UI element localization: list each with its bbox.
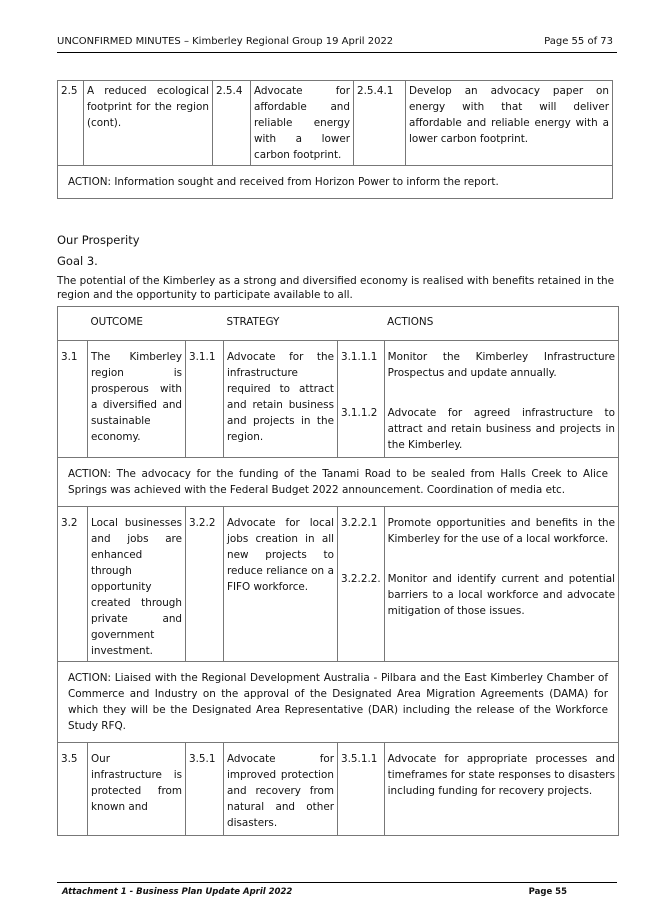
- footer-attachment-label: Attachment 1 - Business Plan Update April 2022: [62, 887, 293, 897]
- action-text: Monitor and identify current and potential barriers to a local workforce and advocate mitigation of those issues.: [387, 573, 615, 617]
- action-note: ACTION: Liaised with the Regional Development Australia - Pilbara and the East Kimberley Chamber of Commerce and Industry on the approval of the Designated Area Migration Agreements (DAMA) for which they will be the Designated Area Representative (DAR) including the release of the Workforce Study RFQ.: [58, 662, 619, 743]
- table-row: [58, 743, 619, 836]
- action-text: Advocate for appropriate processes and timeframes for state responses to disasters including funding for recovery projects.: [384, 743, 618, 836]
- strategy-number: 3.1.1: [186, 341, 224, 458]
- action-number: 3.2.2.2.: [341, 573, 381, 585]
- action-text: Promote opportunities and benefits in the Kimberley for the use of a local workforce.: [387, 517, 615, 545]
- action-note-row: [58, 458, 619, 507]
- action-text: Advocate for agreed infrastructure to attract and retain business and projects in the Kimberley.: [387, 407, 615, 451]
- header-page-number: Page 55 of 73: [544, 36, 613, 47]
- outcome-cell: A reduced ecological footprint for the region (cont).: [84, 81, 213, 166]
- action-number: 3.5.1.1: [338, 743, 385, 836]
- table-row: [58, 341, 619, 458]
- outcome-cell: Local businesses and jobs are enhanced through opportunity created through private and government investment.: [88, 507, 186, 662]
- action-number: 2.5.4.1: [354, 81, 406, 166]
- action-number: 3.1.1.2: [341, 407, 378, 419]
- continued-table: [57, 80, 613, 199]
- page-footer: [62, 887, 567, 897]
- page-header: [57, 36, 613, 47]
- action-note-row: [58, 662, 619, 743]
- action-note: ACTION: The advocacy for the funding of the Tanami Road to be sealed from Halls Creek to Alice Springs was achieved with the Federal Budget 2022 announcement. Coordination of media etc.: [58, 458, 619, 507]
- footer-rule: [57, 882, 617, 883]
- footer-page-number: Page 55: [528, 887, 567, 897]
- strategy-number: 3.2.2: [186, 507, 224, 662]
- header-outcome: OUTCOME: [88, 307, 186, 341]
- actions-cell: [384, 341, 618, 458]
- outcome-cell: Our infrastructure is protected from known and: [88, 743, 186, 836]
- table-row: [58, 81, 613, 166]
- strategy-cell: Advocate for the infrastructure required to attract and retain business and projects in the region.: [224, 341, 338, 458]
- header-rule: [57, 52, 617, 53]
- table-header-row: [58, 307, 619, 341]
- strategy-number: 2.5.4: [213, 81, 251, 166]
- actions-cell: [384, 507, 618, 662]
- strategy-number: 3.5.1: [186, 743, 224, 836]
- row-number: 3.1: [58, 341, 88, 458]
- action-number-cell: [338, 507, 385, 662]
- action-cell: Develop an advocacy paper on energy with that will deliver affordable and reliable energy with a lower carbon footprint.: [406, 81, 613, 166]
- row-number: 2.5: [58, 81, 84, 166]
- row-number: 3.5: [58, 743, 88, 836]
- strategy-cell: Advocate for local jobs creation in all new projects to reduce reliance on a FIFO workforce.: [224, 507, 338, 662]
- action-number-cell: [338, 341, 385, 458]
- header-strategy: STRATEGY: [224, 307, 338, 341]
- header-title: UNCONFIRMED MINUTES – Kimberley Regional Group 19 April 2022: [57, 36, 394, 47]
- goal-table: [57, 306, 619, 836]
- header-actions: ACTIONS: [384, 307, 618, 341]
- outcome-cell: The Kimberley region is prosperous with a diversified and sustainable economy.: [88, 341, 186, 458]
- action-note: ACTION: Information sought and received from Horizon Power to inform the report.: [58, 166, 613, 199]
- table-row: [58, 507, 619, 662]
- action-note-row: [58, 166, 613, 199]
- action-number: 3.1.1.1: [341, 351, 378, 363]
- strategy-cell: Advocate for improved protection and recovery from natural and other disasters.: [224, 743, 338, 836]
- goal-label: Goal 3.: [57, 254, 98, 268]
- row-number: 3.2: [58, 507, 88, 662]
- section-title: Our Prosperity: [57, 233, 140, 247]
- action-number: 3.2.2.1: [341, 517, 378, 529]
- section-intro: The potential of the Kimberley as a strong and diversified economy is realised with benefits retained in the region and the opportunity to participate available to all.: [57, 275, 615, 301]
- action-text: Monitor the Kimberley Infrastructure Prospectus and update annually.: [387, 351, 615, 379]
- strategy-cell: Advocate for affordable and reliable energy with a lower carbon footprint.: [251, 81, 354, 166]
